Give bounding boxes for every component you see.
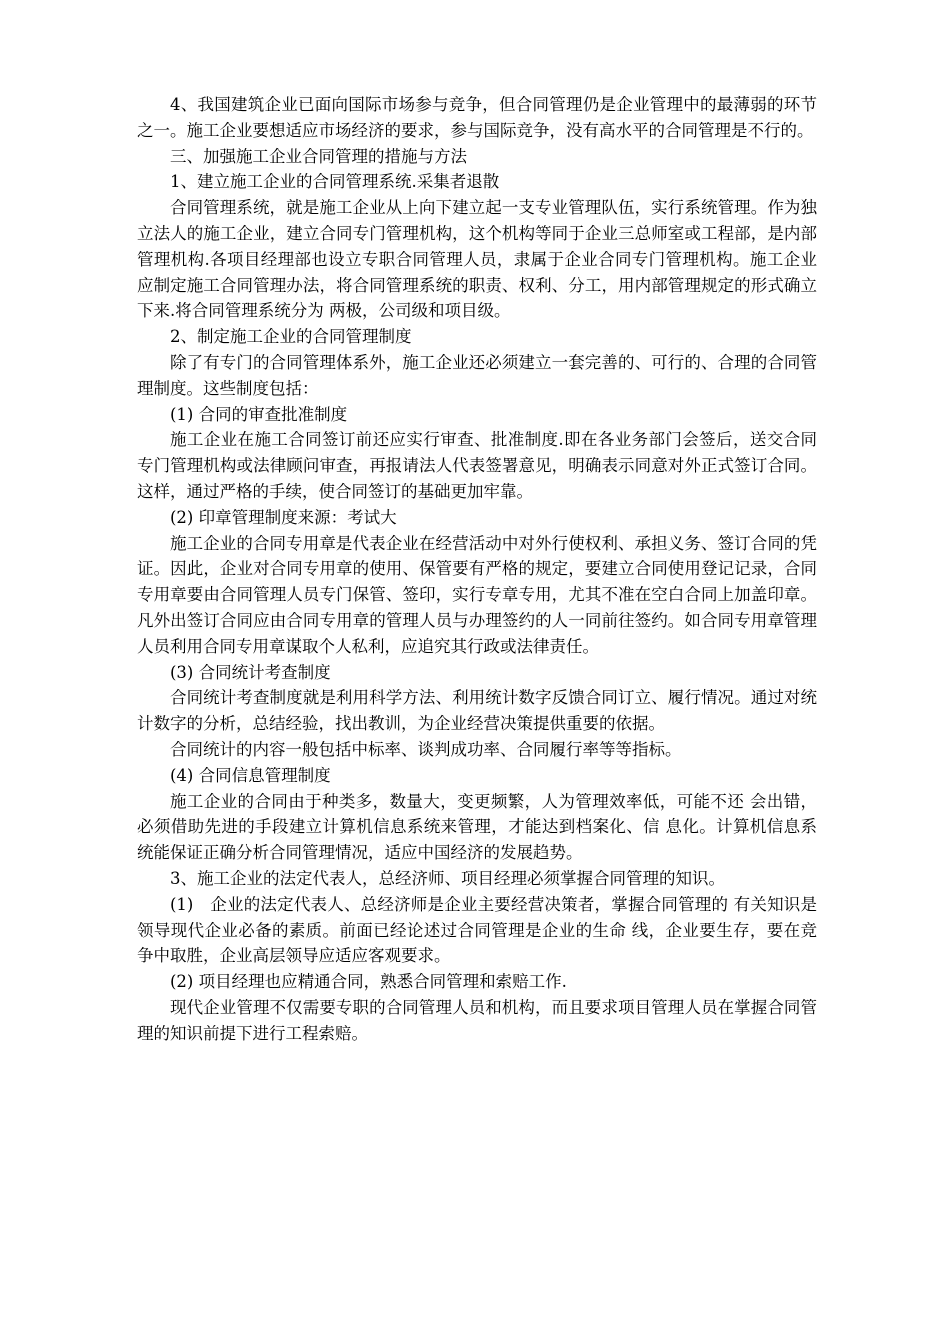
paragraph: 现代企业管理不仅需要专职的合同管理人员和机构，而且要求项目管理人员在掌握合同管理的知识前提下进行工程索赔。 — [137, 997, 817, 1043]
paragraph: 合同管理系统，就是施工企业从上向下建立起一支专业管理队伍，实行系统管理。作为独立法人的施工企业，建立合同专门管理机构，这个机构等同于企业三总师室或工程部，是内部管理机构.各项目经理部也设立专职合同管理人员，隶属于企业合同专门管理机构。施工企业应制定施工合同管理办法，将合同管理系统的职责、权利、分工，用内部管理规定的形式确立下来.将合同管理系统分为 两极，公司级和项目级。 — [137, 198, 817, 321]
subsection-heading: 1、建立施工企业的合同管理系统.采集者退散 — [170, 172, 500, 192]
paragraph: (1) 企业的法定代表人、总经济师是企业主要经营决策者，掌握合同管理的 有关知识是领导现代企业必备的素质。前面已经论述过合同管理是企业的生命 线，企业要生存，要在竞争中取胜，企业高层领导应适应客观要求。 — [137, 894, 817, 966]
item-heading: (2) 印章管理制度来源：考试大 — [170, 507, 397, 527]
item-heading: (3) 合同统计考查制度 — [170, 662, 331, 682]
paragraph: 除了有专门的合同管理体系外，施工企业还必须建立一套完善的、可行的、合理的合同管理制度。这些制度包括： — [137, 352, 817, 398]
subsection-heading: 3、施工企业的法定代表人，总经济师、项目经理必须掌握合同管理的知识。 — [170, 868, 725, 888]
item-heading: (1) 合同的审查批准制度 — [170, 404, 348, 424]
paragraph: 合同统计考查制度就是利用科学方法、利用统计数字反馈合同订立、履行情况。通过对统计数字的分析，总结经验，找出教训，为企业经营决策提供重要的依据。 — [137, 688, 817, 734]
paragraph: 施工企业的合同由于种类多，数量大，变更频繁，人为管理效率低，可能不还 会出错，必须借助先进的手段建立计算机信息系统来管理，才能达到档案化、信 息化。计算机信息系统能保证正确分析合同管理情况，适应中国经济的发展趋势。 — [137, 791, 817, 863]
document-page — [137, 92, 817, 1046]
section-heading: 三、加强施工企业合同管理的措施与方法 — [170, 146, 467, 166]
paragraph: 施工企业在施工合同签订前还应实行审查、批准制度.即在各业务部门会签后，送交合同专门管理机构或法律顾问审查，再报请法人代表签署意见，明确表示同意对外正式签订合同。这样，通过严格的手续，使合同签订的基础更加牢靠。 — [137, 430, 817, 501]
paragraph: 合同统计的内容一般包括中标率、谈判成功率、合同履行率等等指标。 — [170, 739, 682, 759]
paragraph: 4、我国建筑企业已面向国际市场参与竞争，但合同管理仍是企业管理中的最薄弱的环节之一。施工企业要想适应市场经济的要求，参与国际竞争，没有高水平的合同管理是不行的。 — [137, 95, 817, 140]
item-heading: (2) 项目经理也应精通合同，熟悉合同管理和索赔工作. — [170, 972, 567, 992]
subsection-heading: 2、制定施工企业的合同管理制度 — [170, 327, 412, 347]
paragraph: 施工企业的合同专用章是代表企业在经营活动中对外行使权利、承担义务、签订合同的凭证。因此，企业对合同专用章的使用、保管要有严格的规定，要建立合同使用登记记录，合同专用章要由合同管理人员专门保管、签印，实行专章专用，尤其不准在空白合同上加盖印章。凡外出签订合同应由合同专用章的管理人员与办理签约的人一同前往签约。如合同专用章管理人员利用合同专用章谋取个人私利，应追究其行政或法律责任。 — [137, 533, 817, 656]
item-heading: (4) 合同信息管理制度 — [170, 765, 331, 785]
